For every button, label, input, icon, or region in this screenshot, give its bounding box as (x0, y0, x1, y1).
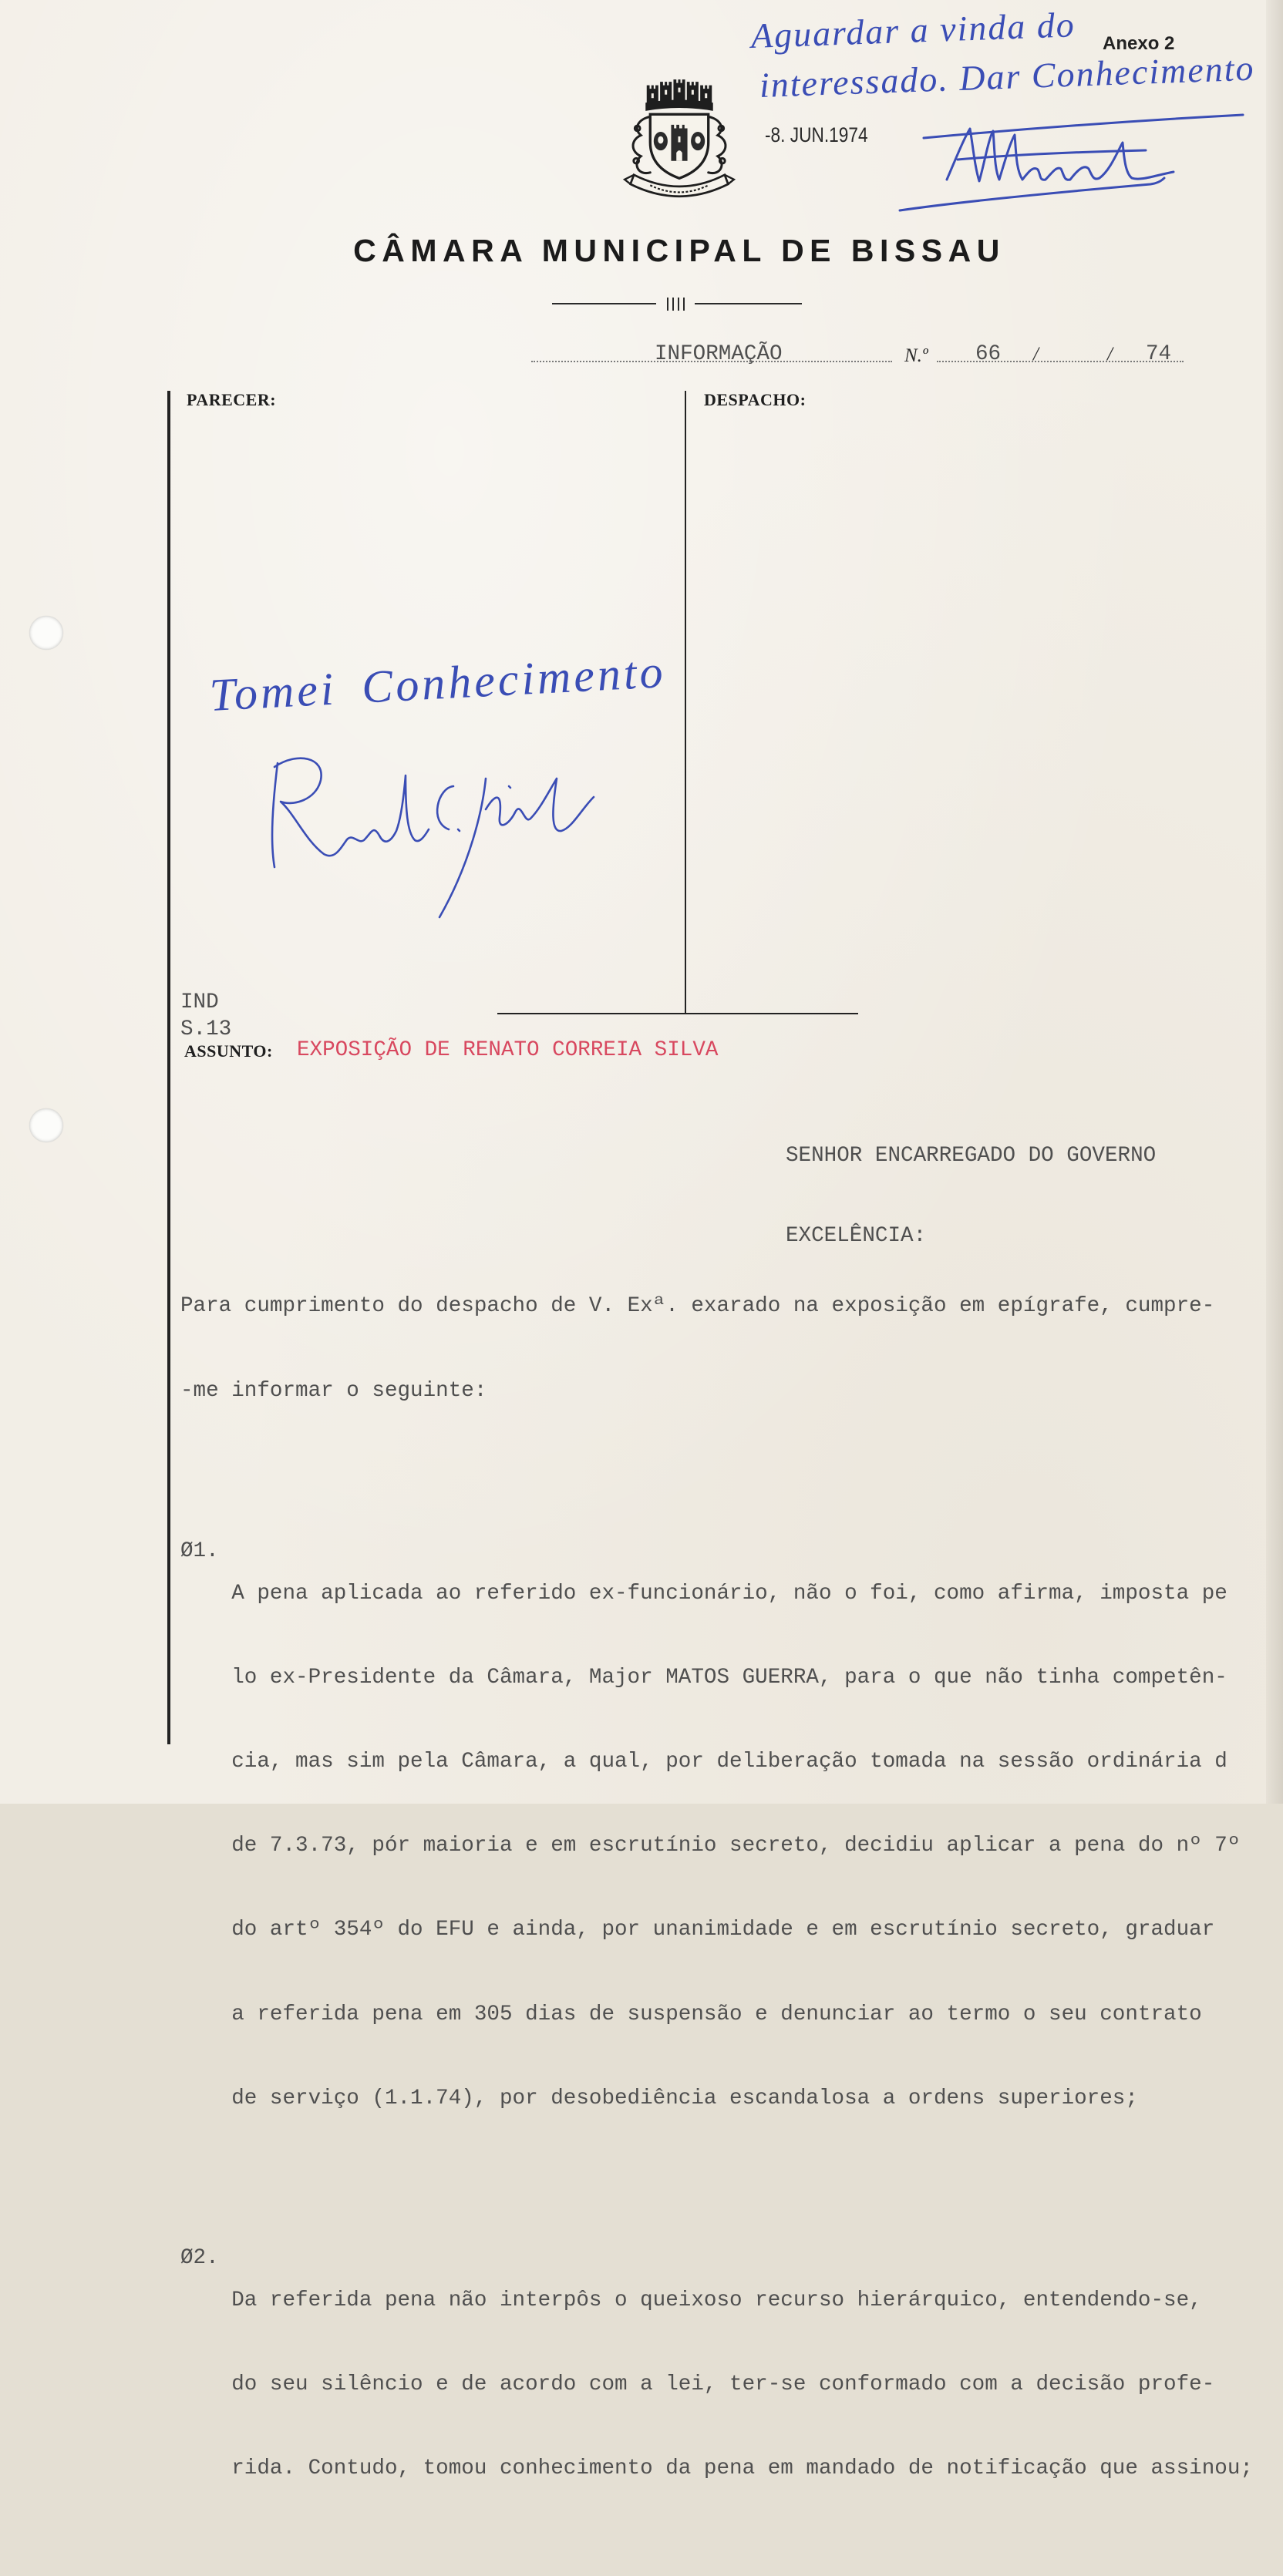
body-line: do seu silêncio e de acordo com a lei, ter-se conformado com a decisão profe- (231, 2373, 1215, 2397)
handwritten-opinion: Tomei Conhecimento (208, 646, 667, 721)
document-type: INFORMAÇÃO (655, 342, 783, 366)
body-line: de 7.3.73, pór maioria e em escrutínio secreto, decidiu aplicar a pena do nº 7º (231, 1834, 1241, 1858)
page-title: CÂMARA MUNICIPAL DE BISSAU (353, 233, 1005, 268)
subject-label: ASSUNTO: (184, 1041, 273, 1061)
body-line: Da referida pena não interpôs o queixoso recurso hierárquico, entendendo-se, (231, 2288, 1202, 2312)
item-number: Ø1. (180, 1539, 219, 1563)
annex-label: Anexo 2 (1103, 33, 1175, 54)
body-line: -me informar o seguinte: (180, 1378, 487, 1403)
municipal-coat-of-arms-emblem (615, 68, 743, 203)
item-lines (231, 1531, 1240, 2163)
number-separator: / (1107, 344, 1113, 365)
body-line: A pena aplicada ao referido ex-funcionário, não o foi, como afirma, imposta pe (231, 1581, 1227, 1606)
item-lines (231, 2238, 1253, 2533)
column-divider-rule (685, 391, 686, 1014)
numbered-item-1 (180, 1531, 1275, 2163)
body-line: Para cumprimento do despacho de V. Exª. exarado na exposição em epígrafe, cumpre- (180, 1294, 1215, 1319)
handwritten-note-line2: interessado. Dar Conhecimento (759, 48, 1256, 105)
numbered-item-2 (180, 2238, 1275, 2533)
punch-hole-upper (29, 616, 63, 650)
number-separator: / (1033, 344, 1039, 365)
number-label: N.º (904, 345, 928, 366)
body-line: lo ex-Presidente da Câmara, Major MATOS GUERRA, para o que não tinha competên- (231, 1665, 1227, 1690)
complainant-signature (254, 732, 609, 925)
salutation-line2: EXCELÊNCIA: (786, 1224, 927, 1249)
punch-hole-lower (29, 1108, 63, 1142)
filing-code-line1: IND (180, 990, 219, 1014)
filing-code-line2: S.13 (180, 1017, 232, 1041)
opinion-label: PARECER: (187, 390, 277, 409)
body-line: a referida pena em 305 dias de suspensão e denunciar ao termo o seu contrato (231, 2002, 1202, 2026)
approval-signature (887, 104, 1257, 220)
body-line: de serviço (1.1.74), por desobediência escandalosa a ordens superiores; (231, 2086, 1138, 2110)
item-number: Ø2. (180, 2245, 219, 2270)
document-number: 66 (975, 342, 1002, 366)
dispatch-label: DESPACHO: (704, 390, 807, 409)
title-ornament-divider (552, 293, 803, 316)
handwritten-note-line1: Aguardar a vinda do (750, 5, 1076, 55)
date-stamp: -8. JUN.1974 (765, 123, 868, 146)
body-text (180, 1201, 1275, 2575)
document-year: 74 (1146, 342, 1172, 366)
box-bottom-rule (497, 1013, 858, 1014)
intro-paragraph (180, 1243, 1275, 1454)
subject-text: EXPOSIÇÃO DE RENATO CORREIA SILVA (297, 1038, 719, 1062)
body-line: cia, mas sim pela Câmara, a qual, por deliberação tomada na sessão ordinária d (231, 1750, 1227, 1774)
left-margin-rule (167, 391, 170, 1744)
salutation-line1: SENHOR ENCARREGADO DO GOVERNO (786, 1144, 1157, 1169)
body-line: do artº 354º do EFU e ainda, por unanimidade e em escrutínio secreto, graduar (231, 1918, 1215, 1942)
body-line: rida. Contudo, tomou conhecimento da pena em mandado de notificação que assinou; (231, 2457, 1253, 2481)
